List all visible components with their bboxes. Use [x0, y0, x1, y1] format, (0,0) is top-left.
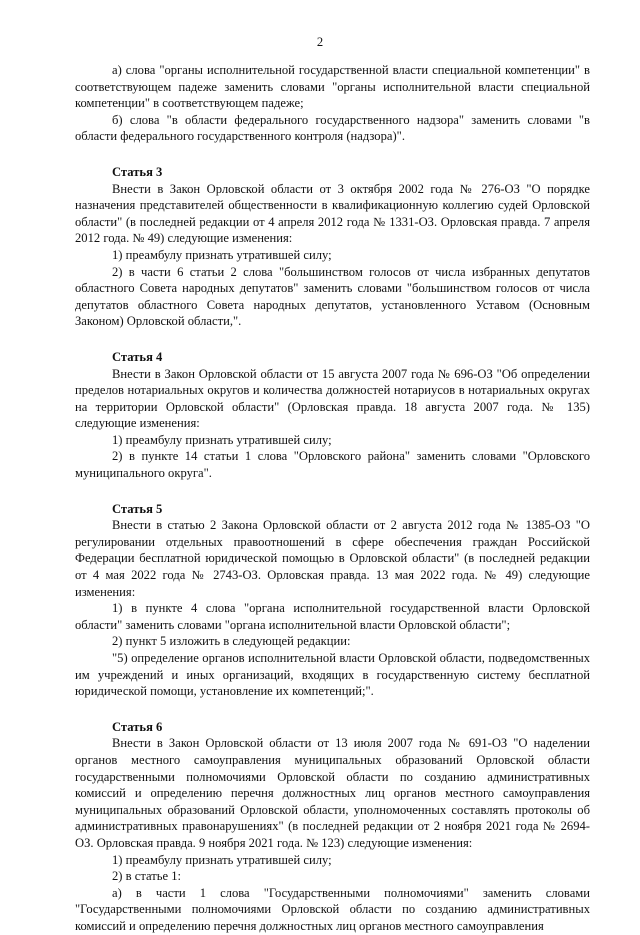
paragraph: Внести в статью 2 Закона Орловской области от 2 августа 2012 года № 1385-ОЗ "О регулировании отдельных правоотношений в сфере обеспечения граждан Российской Федерации бесплатной юридической помощью в Орловской области" (в последней редакции от 4 мая 2022 года № 2743-ОЗ. Орловская правда. 13 мая 2022 года. № 49) следующие изменения: [75, 518, 590, 599]
paragraph: 2) в пункте 14 статьи 1 слова "Орловского района" заменить словами "Орловского муниципального округа". [75, 449, 590, 481]
paragraph: а) в части 1 слова "Государственными полномочиями" заменить словами "Государственными полномочиями Орловской области по созданию административных комиссий и определению перечня должностных лиц органов местного самоуправления [75, 885, 590, 933]
paragraph: Внести в Закон Орловской области от 15 августа 2007 года № 696-ОЗ "Об определении пределов нотариальных округов и количества должностей нотариусов в нотариальных округах на территории Орловской области" (Орловская правда. 18 августа 2007 года. № 135) следующие изменения: [75, 366, 590, 431]
page-number: 2 [316, 35, 324, 49]
document-body [75, 62, 590, 935]
paragraph: 2) пункт 5 изложить в следующей редакции: [112, 634, 351, 649]
paragraph: 1) преамбулу признать утратившей силу; [112, 432, 332, 447]
paragraph: а) слова "органы исполнительной государственной власти специальной компетенции" в соответствующем падеже заменить словами "органы исполнительной власти специальной компетенции" в соответствующем падеже; [75, 63, 590, 111]
paragraph: 2) в статье 1: [112, 869, 182, 884]
paragraph: 1) преамбулу признать утратившей силу; [112, 852, 332, 867]
paragraph: 1) в пункте 4 слова "органа исполнительной государственной власти Орловской области" заменить словами "органа исполнительной власти Орловской области"; [75, 601, 590, 632]
paragraph: 2) в части 6 статьи 2 слова "большинством голосов от числа избранных депутатов областного Совета народных депутатов" заменить словами "большинством голосов от числа депутатов областного Совета народных депутатов, установленного Уставом (Основным Законом) Орловской области,". [75, 264, 590, 329]
article-heading-3: Статья 3 [112, 164, 163, 179]
paragraph: Внести в Закон Орловской области от 3 октября 2002 года № 276-ОЗ "О порядке назначения представителей общественности в квалификационную коллегию судей Орловской области" (в последней редакции от 4 апреля 2012 года № 1331-ОЗ. Орловская правда. 7 апреля 2012 года. № 49) следующие изменения: [75, 181, 590, 246]
article-heading-5: Статья 5 [112, 501, 163, 516]
paragraph: "5) определение органов исполнительной власти Орловской области, подведомственных им учреждений и иных организаций, входящих в государственную систему бесплатной юридической помощи, установление их компетенций;". [75, 651, 590, 699]
paragraph: б) слова "в области федерального государственного надзора" заменить словами "в области федерального государственного контроля (надзора)". [75, 112, 590, 144]
article-heading-6: Статья 6 [112, 719, 163, 734]
paragraph: Внести в Закон Орловской области от 13 июля 2007 года № 691-ОЗ "О наделении органов местного самоуправления муниципальных образований Орловской области государственными полномочиями Орловской области по созданию административных комиссий и определению перечня должностных лиц органов местного самоуправления муниципальных образований Орловской области, уполномоченных составлять протоколы об административных правонарушениях" (в последней редакции от 2 ноября 2021 года № 2694-ОЗ. Орловская правда. 9 ноября 2021 года. № 123) следующие изменения: [75, 736, 590, 850]
paragraph: 1) преамбулу признать утратившей силу; [112, 247, 332, 262]
article-heading-4: Статья 4 [112, 349, 163, 364]
